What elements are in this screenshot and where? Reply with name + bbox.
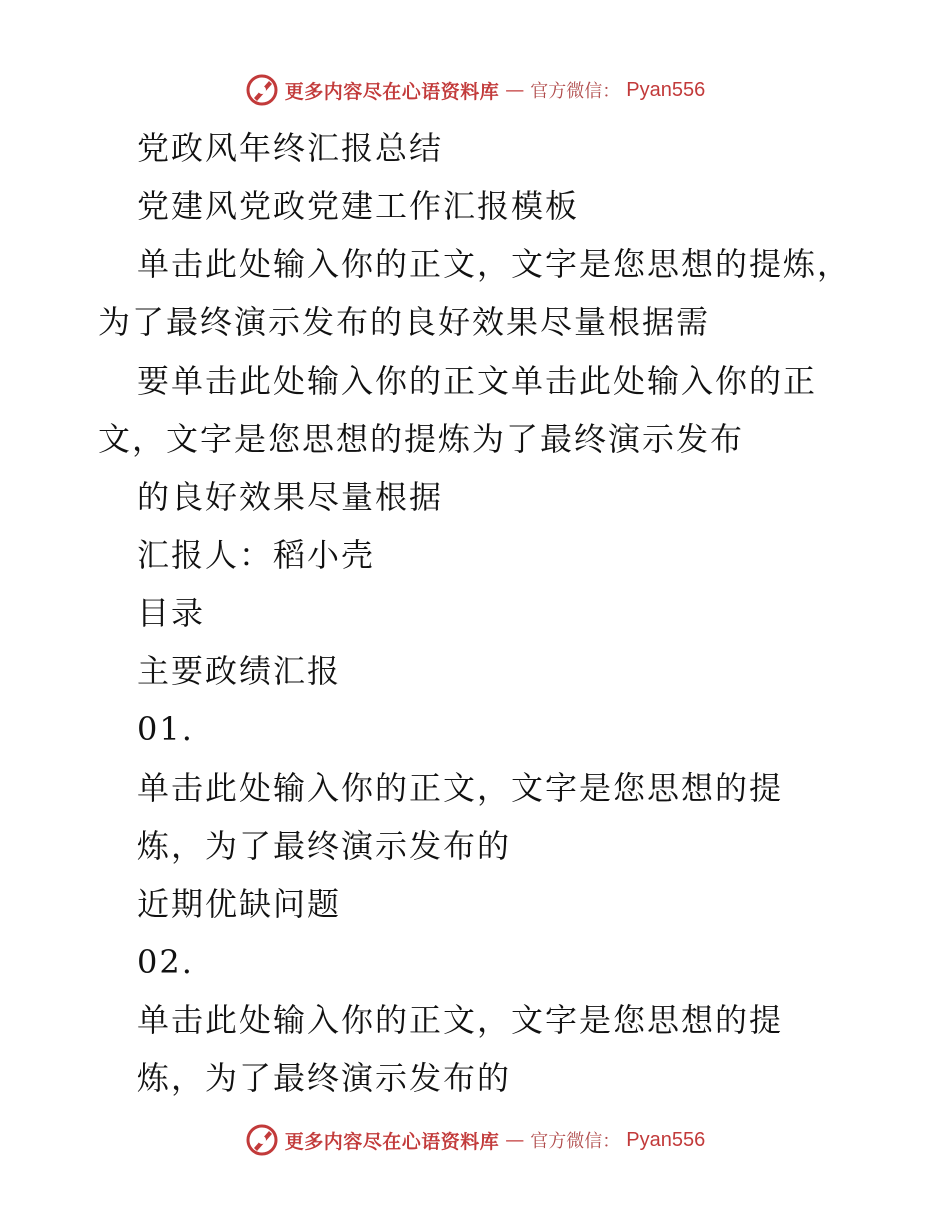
doc-paragraph-line: 的良好效果尽量根据 — [137, 478, 444, 516]
pen-seal-icon — [245, 73, 279, 107]
doc-paragraph-line: 单击此处输入你的正文，文字是您思想的提炼， — [137, 245, 852, 283]
doc-section-title: 近期优缺问题 — [137, 885, 342, 923]
watermark-id: Pyan556 — [626, 1128, 706, 1151]
doc-section-number: 02. — [137, 943, 194, 981]
doc-paragraph-line: 文，文字是您思想的提炼为了最终演示发布 — [98, 420, 745, 458]
doc-paragraph-line: 单击此处输入你的正文，文字是您思想的提 — [137, 1001, 784, 1039]
doc-section-number: 01. — [137, 710, 194, 748]
watermark-label: 官方微信： — [530, 81, 621, 102]
watermark-banner-bottom — [0, 1120, 950, 1160]
pen-seal-icon — [245, 1123, 279, 1157]
watermark-separator: — — [505, 1129, 525, 1151]
doc-section-title: 主要政绩汇报 — [137, 652, 342, 690]
doc-paragraph-line: 单击此处输入你的正文，文字是您思想的提 — [137, 769, 784, 807]
watermark-id: Pyan556 — [626, 78, 706, 101]
watermark-banner-top — [0, 70, 950, 110]
doc-subtitle: 党建风党政党建工作汇报模板 — [137, 187, 580, 225]
doc-reporter: 汇报人：稻小壳 — [137, 536, 376, 574]
watermark-separator: — — [505, 79, 525, 101]
watermark-label: 官方微信： — [530, 1131, 621, 1152]
doc-paragraph-line: 炼，为了最终演示发布的 — [137, 1059, 512, 1097]
doc-paragraph-line: 要单击此处输入你的正文单击此处输入你的正 — [137, 362, 818, 400]
watermark-text: 更多内容尽在心语资料库 — [284, 1130, 500, 1153]
doc-paragraph-line: 为了最终演示发布的良好效果尽量根据需 — [98, 303, 711, 341]
doc-toc-heading: 目录 — [137, 594, 206, 632]
watermark-text: 更多内容尽在心语资料库 — [284, 80, 500, 103]
doc-paragraph-line: 炼，为了最终演示发布的 — [137, 827, 512, 865]
doc-title: 党政风年终汇报总结 — [137, 129, 444, 167]
